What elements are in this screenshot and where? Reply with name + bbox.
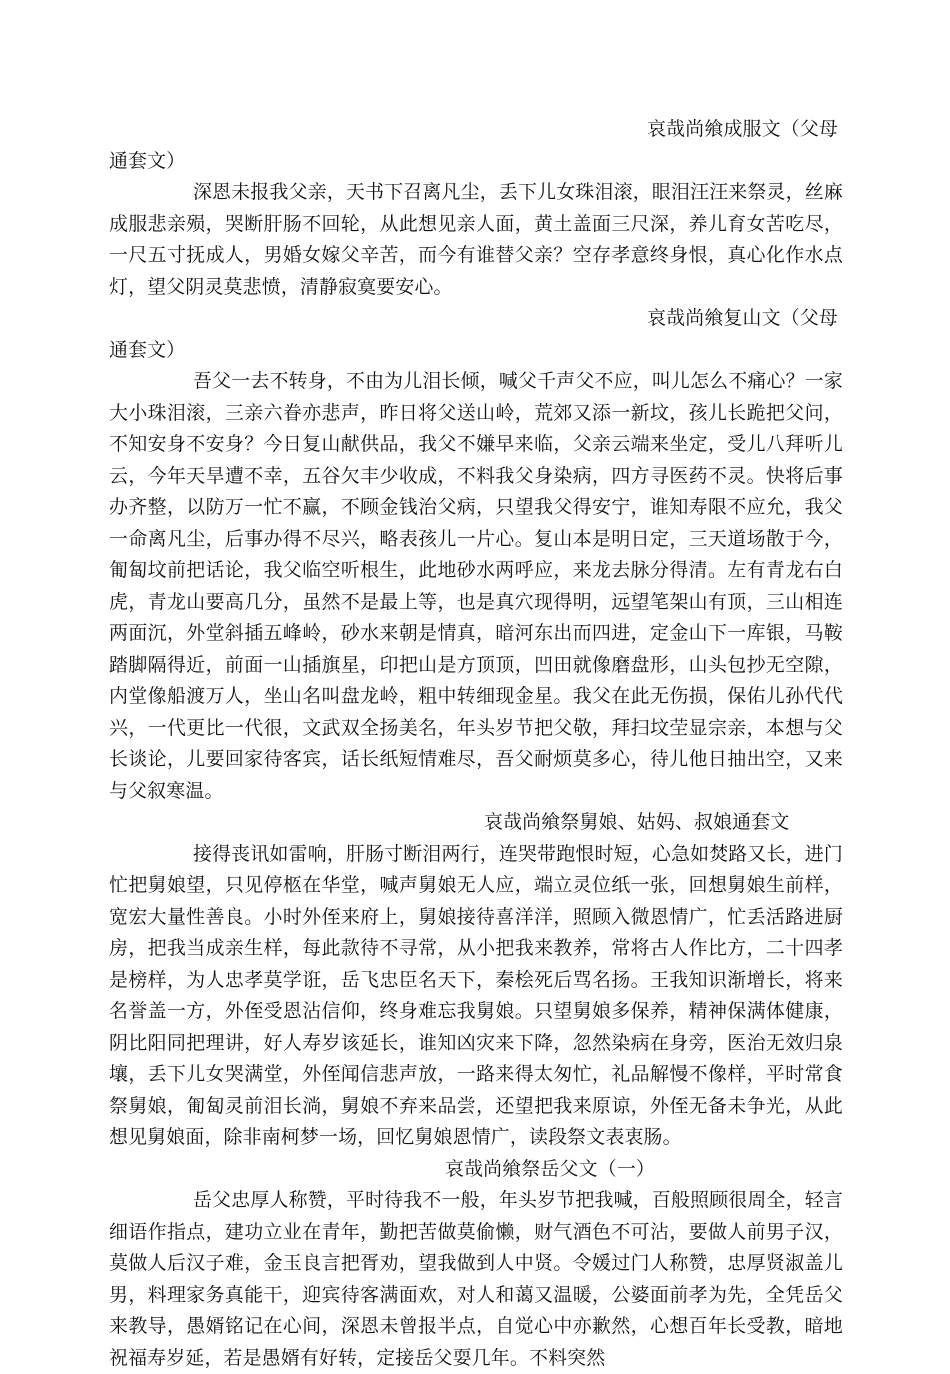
section-body: 接得丧讯如雷响，肝肠寸断泪两行，连哭带跑恨时短，心急如焚路又长，进门忙把舅娘望，只见停柩在华堂，喊声舅娘无人应，端立灵位纸一张，回想舅娘生前样，宽宏大量性善良。小时外侄来府上，舅娘接待喜洋洋，照顾入微恩情广，忙丢活路进厨房，把我当成亲生样，每此款待不寻常，从小把我来教养，常将古人作比方，二十四孝是榜样，为人忠孝莫学诳，岳飞忠臣名天下，秦桧死后骂名扬。王我知识渐增长，将来名誉盖一方，外侄受恩沾信仰，终身难忘我舅娘。只望舅娘多保养，精神保满体健康，阴比阳同把理讲，好人寿岁该延长，谁知凶灾来下降，忽然染病在身旁，医治无效归泉壤，丢下儿女哭满堂，外侄闻信悲声放，一路来得太匆忙，礼品解慢不像样，平时常食祭舅娘，匍匐灵前泪长淌，舅娘不弃来品尝，还望把我来原谅，外侄无备未争光，从此想见舅娘面，除非南柯梦一场，回忆舅娘恩情广，读段祭文表衷肠。 bbox=[109, 839, 843, 1154]
section-title-continued: 通套文） bbox=[109, 335, 843, 367]
section-jiuniang bbox=[109, 807, 843, 1154]
document-page bbox=[109, 114, 843, 1374]
section-title-line1: 哀哉尚飨复山文（父母 bbox=[647, 307, 838, 329]
section-title-continued: 通套文） bbox=[109, 146, 843, 178]
section-body: 岳父忠厚人称赞，平时待我不一般，年头岁节把我喊，百般照顾很周全，轻言细语作指点，建功立业在青年，勤把苦做莫偷懒，财气酒色不可沾，要做人前男子汉，莫做人后汉子难，金玉良言把胥劝，望我做到人中贤。令媛过门人称赞，忠厚贤淑盖儿男，料理家务真能干，迎宾待客满面欢，对人和蔼又温暖，公婆面前孝为先，全凭岳父来教导，愚婿铭记在心间，深恩未曾报半点，自觉心中亦歉然，心想百年长受教，暗地祝福寿岁延，若是愚婿有好转，定接岳父耍几年。不料突然 bbox=[109, 1185, 843, 1374]
section-body: 深恩未报我父亲，天书下召离凡尘，丢下儿女珠泪滚，眼泪汪汪来祭灵，丝麻成服悲亲殒，哭断肝肠不回轮，从此想见亲人面，黄土盖面三尺深，养儿育女苦吃尽，一尺五寸抚成人，男婚女嫁父辛苦，而今有谁替父亲？空存孝意终身恨，真心化作水点灯，望父阴灵莫悲愤，清静寂寞要安心。 bbox=[109, 177, 843, 303]
section-body: 吾父一去不转身，不由为儿泪长倾，喊父千声父不应，叫儿怎么不痛心？一家大小珠泪滚，三亲六眷亦悲声，昨日将父送山岭，荒郊又添一新坟，孩儿长跪把父问，不知安身不安身？今日复山献供品，我父不嫌早来临，父亲云端来坐定，受儿八拜听儿云，今年天旱遭不幸，五谷欠丰少收成，不料我父身染病，四方寻医药不灵。快将后事办齐整，以防万一忙不赢，不顾金钱治父病，只望我父得安宁，谁知寿限不应允，我父一命离凡尘，后事办得不尽兴，略表孩儿一片心。复山本是明日定，三天道场散于今，匍匐坟前把话论，我父临空听根生，此地砂水两呼应，来龙去脉分得清。左有青龙右白虎，青龙山要高几分，虽然不是最上等，也是真穴现得明，远望笔架山有顶，三山相连两面沉，外堂斜插五峰岭，砂水来朝是情真，暗河东出而四进，定金山下一库银，马鞍踏脚隔得近，前面一山插旗星，印把山是方顶顶，凹田就像磨盘形，山头包抄无空隙，内堂像船渡万人，坐山名叫盘龙岭，粗中转细现金星。我父在此无伤损，保佑儿孙代代兴，一代更比一代很，文武双全扬美名，年头岁节把父敬，拜扫坟茔显宗亲，本想与父长谈论，儿要回家待客宾，话长纸短情难尽，吾父耐烦莫多心，待儿他日抽出空，又来与父叙寒温。 bbox=[109, 366, 843, 807]
section-title bbox=[109, 303, 843, 335]
section-title: 哀哉尚飨祭岳父文（一） bbox=[109, 1154, 843, 1186]
section-title bbox=[109, 114, 843, 146]
section-yuefu bbox=[109, 1154, 843, 1374]
section-chengfu bbox=[109, 114, 843, 303]
section-fushan bbox=[109, 303, 843, 807]
section-title: 哀哉尚飨祭舅娘、姑妈、叔娘通套文 bbox=[109, 807, 843, 839]
section-title-line1: 哀哉尚飨成服文（父母 bbox=[647, 118, 838, 140]
